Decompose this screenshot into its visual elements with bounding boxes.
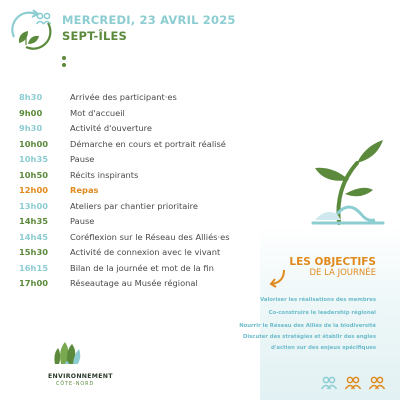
schedule-time: 15h30	[19, 247, 48, 257]
schedule-activity: Mot d'accueil	[70, 107, 125, 118]
objectives-subtitle: DE LA JOURNÉE	[309, 268, 376, 278]
people-group-icon	[344, 376, 362, 390]
schedule-time: 10h35	[19, 154, 48, 164]
event-date: MERCREDI, 23 AVRIL 2025	[62, 13, 236, 27]
schedule-activity: Ateliers par chantier prioritaire	[70, 200, 198, 211]
schedule-row	[19, 230, 279, 246]
brand-subtitle: CÔTE-NORD	[56, 382, 95, 387]
schedule-list	[19, 90, 279, 292]
schedule-activity: Coréflexion sur le Réseau des Alliés·es	[70, 231, 230, 242]
schedule-time: 12h00	[19, 185, 48, 195]
schedule-row	[19, 183, 279, 199]
schedule-time: 9h30	[19, 123, 43, 133]
objective-item: d'action sur des enjeux spécifiques	[270, 345, 376, 351]
schedule-time: 9h00	[19, 107, 43, 118]
people-group-icon	[320, 376, 338, 390]
schedule-row	[19, 276, 279, 292]
schedule-activity: Arrivée des participant·es	[70, 92, 177, 102]
schedule-time: 14h35	[19, 216, 48, 226]
schedule-row	[19, 121, 279, 137]
schedule-row	[19, 152, 279, 168]
schedule-activity: Pause	[70, 216, 95, 226]
schedule-time: 17h00	[19, 278, 48, 288]
objective-item: Valoriser les réalisations des membres	[260, 297, 376, 303]
schedule-time: 13h00	[19, 200, 48, 211]
schedule-time: 14h45	[19, 231, 48, 242]
curved-arrow-icon	[266, 268, 288, 290]
schedule-time: 16h15	[19, 262, 48, 273]
schedule-row	[19, 199, 279, 215]
objective-item: Nourrir le Réseau des Alliés de la biodiversité	[239, 323, 376, 329]
schedule-row	[19, 168, 279, 184]
schedule-row	[19, 245, 279, 261]
decorative-dots	[62, 56, 67, 70]
schedule-activity: Réseautage au Musée régional	[70, 278, 198, 288]
schedule-row	[19, 90, 279, 106]
schedule-row	[19, 106, 279, 122]
objectives-title: LES OBJECTIFS	[289, 256, 376, 268]
people-icons	[320, 376, 386, 390]
schedule-activity: Bilan de la journée et mot de la fin	[70, 262, 214, 273]
leaf-cycle-people-icon	[8, 7, 54, 51]
objective-item: Co-construire le leadership régional	[268, 310, 376, 316]
schedule-activity: Activité de connexion avec le vivant	[70, 247, 221, 257]
brand-name: ENVIRONNEMENT	[48, 373, 113, 380]
schedule-time: 8h30	[19, 92, 43, 102]
sprouting-plant-icon	[305, 128, 395, 228]
schedule-activity: Pause	[70, 154, 95, 164]
forest-trees-icon	[50, 338, 84, 368]
schedule-activity: Activité d'ouverture	[70, 123, 153, 133]
objective-item: Discuter des stratégies et établir des angles	[242, 334, 376, 340]
schedule-activity: Repas	[70, 185, 99, 195]
schedule-activity: Démarche en cours et portrait réalisé	[70, 138, 226, 149]
event-location: SEPT-ÎLES	[62, 29, 128, 43]
schedule-time: 10h50	[19, 169, 48, 180]
schedule-time: 10h00	[19, 138, 48, 149]
people-group-icon	[368, 376, 386, 390]
schedule-row	[19, 214, 279, 230]
objectives-list	[156, 294, 376, 355]
schedule-activity: Récits inspirants	[70, 169, 139, 180]
schedule-row	[19, 261, 279, 277]
schedule-row	[19, 137, 279, 153]
